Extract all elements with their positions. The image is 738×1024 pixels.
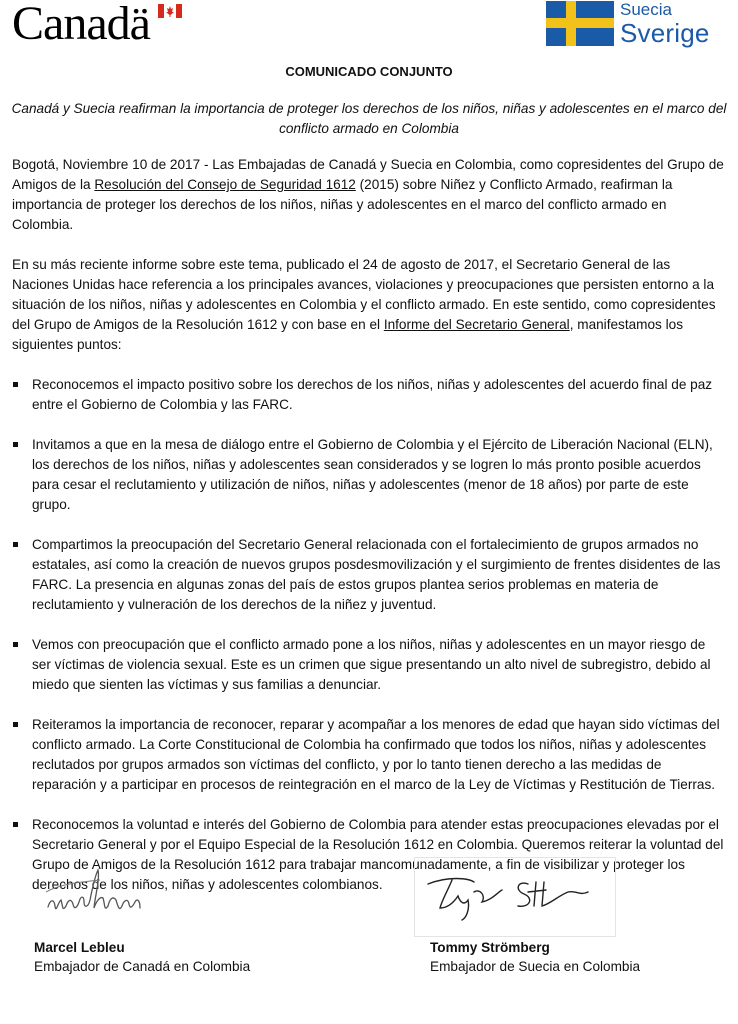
list-item [12, 535, 726, 615]
signatory-role: Embajador de Suecia en Colombia [430, 959, 641, 974]
bullet-square-icon [13, 642, 18, 647]
signatory-name: Marcel Lebleu [34, 940, 125, 955]
report-text-end: , manifestamos los siguientes puntos: [12, 317, 684, 352]
list-item [12, 715, 726, 795]
report-paragraph [12, 255, 726, 355]
sweden-logo [546, 0, 716, 50]
sweden-logo-suecia: Suecia [620, 0, 672, 19]
document-subtitle: Canadá y Suecia reafirman la importancia de proteger los derechos de los niños, niñas y adolescentes en el marco del conflicto armado en Colombia [11, 101, 727, 136]
canada-flag-icon [158, 4, 182, 18]
bullet-square-icon [13, 442, 18, 447]
list-item-text: Reconocemos la voluntad e interés del Gobierno de Colombia para atender estas preocupaciones elevadas por el Secretario General y por el Equipo Especial de la Resolución 1612 en Colombia. Queremos reiterar la voluntad del Grupo de Amigos de la Resolución 1612 para trabajar mancomunadamente, a fin de visibilizar y proteger los derechos de los niños, niñas y adolescentes colombianos. [32, 817, 724, 892]
document-body [12, 155, 726, 915]
list-item-text: Reiteramos la importancia de reconocer, reparar y acompañar a los menores de edad que hayan sido víctimas del conflicto armado. La Corte Constitucional de Colombia ha confirmado que todos los niños, niñas y adolescentes reclutados por grupos armados son víctimas del conflicto, y por lo tanto tienen derecho a las medidas de reparación y a participar en procesos de reintegración en el marco de la Ley de Víctimas y Restitución de Tierras. [32, 717, 720, 792]
bullet-square-icon [13, 542, 18, 547]
list-item-text: Compartimos la preocupación del Secretario General relacionada con el fortalecimiento de grupos armados no estatales, así como la creación de nuevos grupos posdesmovilización y el surgimiento de frentes disidentes de las FARC. La presencia en algunas zonas del país de estos grupos plantea serios problemas en materia de reclutamiento y vulneración de los derechos de la niñez y juventud. [32, 537, 721, 612]
signatory-left [34, 938, 250, 976]
sweden-flag-icon [546, 1, 614, 46]
bullet-square-icon [13, 822, 18, 827]
intro-text-end: (2015) sobre Niñez y Conflicto Armado, reafirman la importancia de proteger los derechos de los niños, niñas y adolescentes en el marco del conflicto armado en Colombia. [12, 177, 673, 232]
list-item [12, 375, 726, 415]
canada-wordmark-text: Canadä [12, 0, 150, 50]
signature-tommy-stromberg [418, 862, 608, 932]
sweden-logo-sverige: Sverige [620, 18, 710, 48]
intro-paragraph [12, 155, 726, 235]
signatory-name: Tommy Strömberg [430, 940, 550, 955]
signatory-right [430, 938, 640, 976]
list-item-text: Vemos con preocupación que el conflicto armado pone a los niños, niñas y adolescentes en un mayor riesgo de ser víctimas de violencia sexual. Este es un crimen que sigue presentando un alto nivel de subregistro, debido al miedo que sienten las víctimas y sus familias a denunciar. [32, 637, 711, 692]
secretary-general-report-link[interactable]: Informe del Secretario General [383, 317, 570, 332]
list-item-text: Reconocemos el impacto positivo sobre los derechos de los niños, niñas y adolescentes del acuerdo final de paz entre el Gobierno de Colombia y las FARC. [32, 377, 713, 412]
signatory-role: Embajador de Canadá en Colombia [34, 959, 251, 974]
bullet-square-icon [13, 722, 18, 727]
points-list [12, 375, 726, 895]
report-text-start: En su más reciente informe sobre este tema, publicado el 24 de agosto de 2017, el Secretario General de las Naciones Unidas hace referencia a los principales avances, violaciones y preocupaciones que persisten entorno a la situación de los niños, niñas y adolescentes en Colombia y el conflicto armado. En este sentido, como copresidentes del Grupo de Amigos de la Resolución 1612 y con base en el [12, 257, 716, 332]
resolution-link[interactable]: Resolución del Consejo de Seguridad 1612 [94, 177, 356, 192]
bullet-square-icon [13, 382, 18, 387]
list-item [12, 635, 726, 695]
intro-text-start: Bogotá, Noviembre 10 de 2017 - Las Embajadas de Canadá y Suecia en Colombia, como copresidentes del Grupo de Amigos de la [12, 157, 724, 192]
canada-wordmark-logo [12, 0, 192, 50]
signature-marcel-lebleu [40, 862, 160, 932]
list-item-text: Invitamos a que en la mesa de diálogo entre el Gobierno de Colombia y el Ejército de Liberación Nacional (ELN), los derechos de los niños, niñas y adolescentes sean considerados y se logren lo más pronto posible acuerdos para cesar el reclutamiento y utilización de niños, niñas y adolescentes (menor de 18 años) por parte de este grupo. [32, 437, 713, 512]
document-title: COMUNICADO CONJUNTO [285, 64, 453, 79]
list-item [12, 435, 726, 515]
